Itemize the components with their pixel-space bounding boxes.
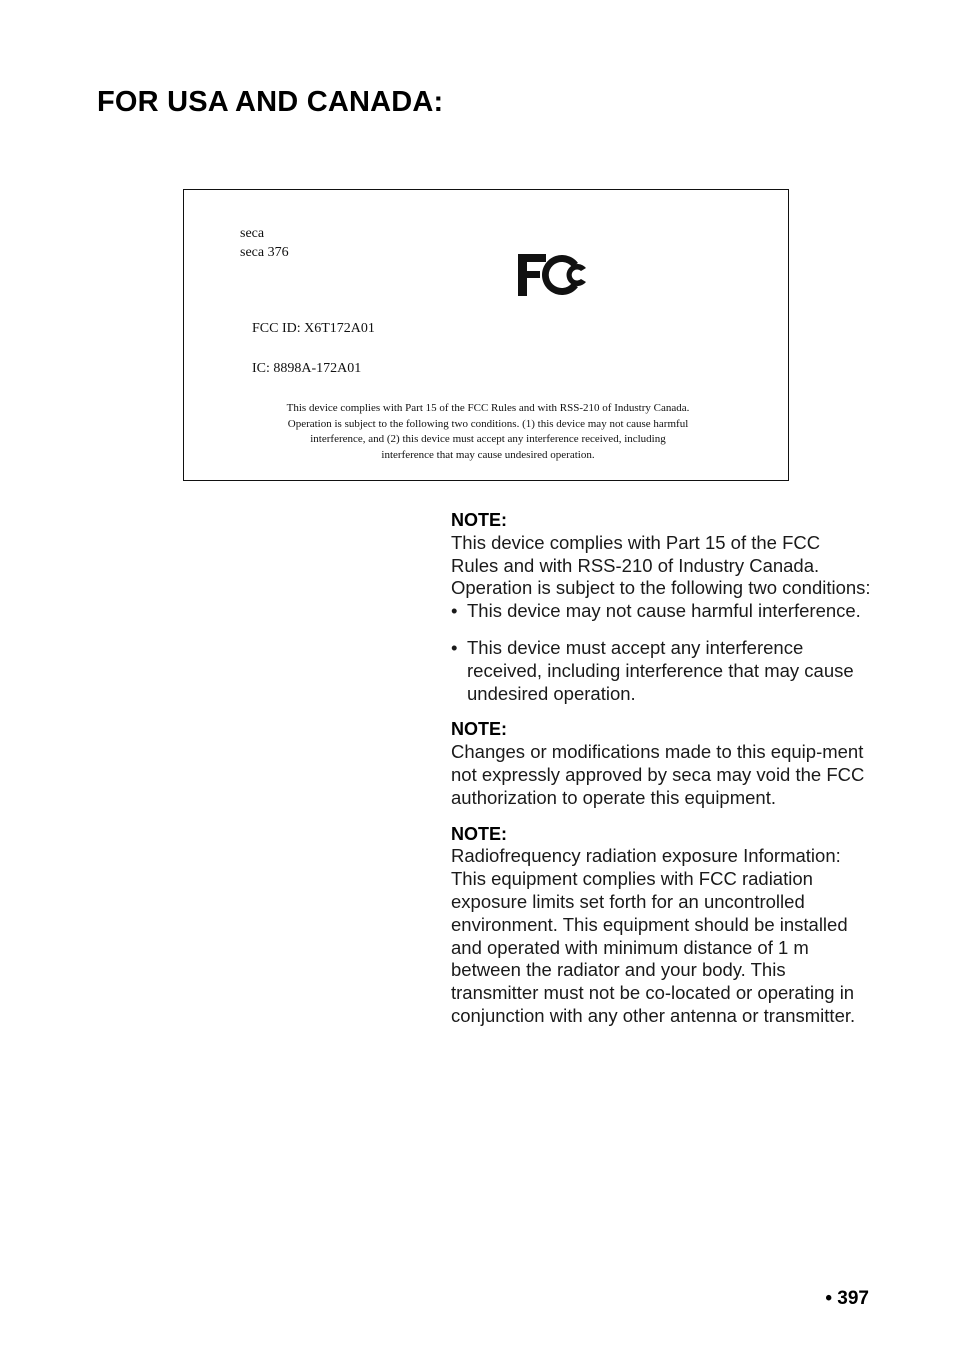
note-modifications <box>451 718 871 809</box>
list-item-text: This device must accept any interference received, including interference that may cause undesired operation. <box>467 636 854 704</box>
compliance-line: Operation is subject to the following two conditions. (1) this device may not cause harmful <box>287 417 689 430</box>
label-fcc-id: FCC ID: X6T172A01 <box>252 321 375 336</box>
list-item-text: This device may not cause harmful interference. <box>467 600 861 622</box>
note-heading: NOTE: <box>451 823 507 844</box>
device-label-box <box>183 189 789 481</box>
page-title: FOR USA AND CANADA: <box>97 86 444 118</box>
compliance-line: This device complies with Part 15 of the FCC Rules and with RSS-210 of Industry Canada. <box>286 402 690 414</box>
compliance-line: interference that may cause undesired operation. <box>381 448 595 461</box>
notes-column <box>451 509 871 1041</box>
list-item <box>451 600 871 623</box>
page-number: • 397 <box>825 1288 869 1309</box>
list-item <box>451 637 871 705</box>
note-text: Changes or modifications made to this equip-ment not expressly approved by seca may void the FCC authorization to operate this equipment. <box>451 741 865 808</box>
fcc-logo-icon <box>516 250 588 300</box>
label-model: seca 376 <box>240 245 289 260</box>
note-text: Radiofrequency radiation exposure Information: This equipment complies with FCC radiation exposure limits set forth for an uncontrolled environment. This equipment should be installed and operated with minimum distance of 1 m between the radiator and your body. This transmitter must not be co-located or operating in conjunction with any other antenna or transmitter. <box>451 845 856 1026</box>
note-heading: NOTE: <box>451 719 507 740</box>
bullet-glyph: • <box>451 600 458 622</box>
note-heading: NOTE: <box>451 510 507 530</box>
compliance-line: interference, and (2) this device must accept any interference received, including <box>310 433 666 445</box>
label-ic-id: IC: 8898A-172A01 <box>252 361 362 376</box>
label-compliance-text <box>224 401 752 463</box>
label-manufacturer: seca <box>240 226 265 241</box>
bullet-glyph: • <box>451 636 458 658</box>
note-text: This device complies with Part 15 of the FCC Rules and with RSS-210 of Industry Canada. Operation is subject to the following two conditions: <box>451 531 871 599</box>
note-rf-exposure <box>451 823 871 1028</box>
note-fcc-compliance <box>451 509 871 705</box>
